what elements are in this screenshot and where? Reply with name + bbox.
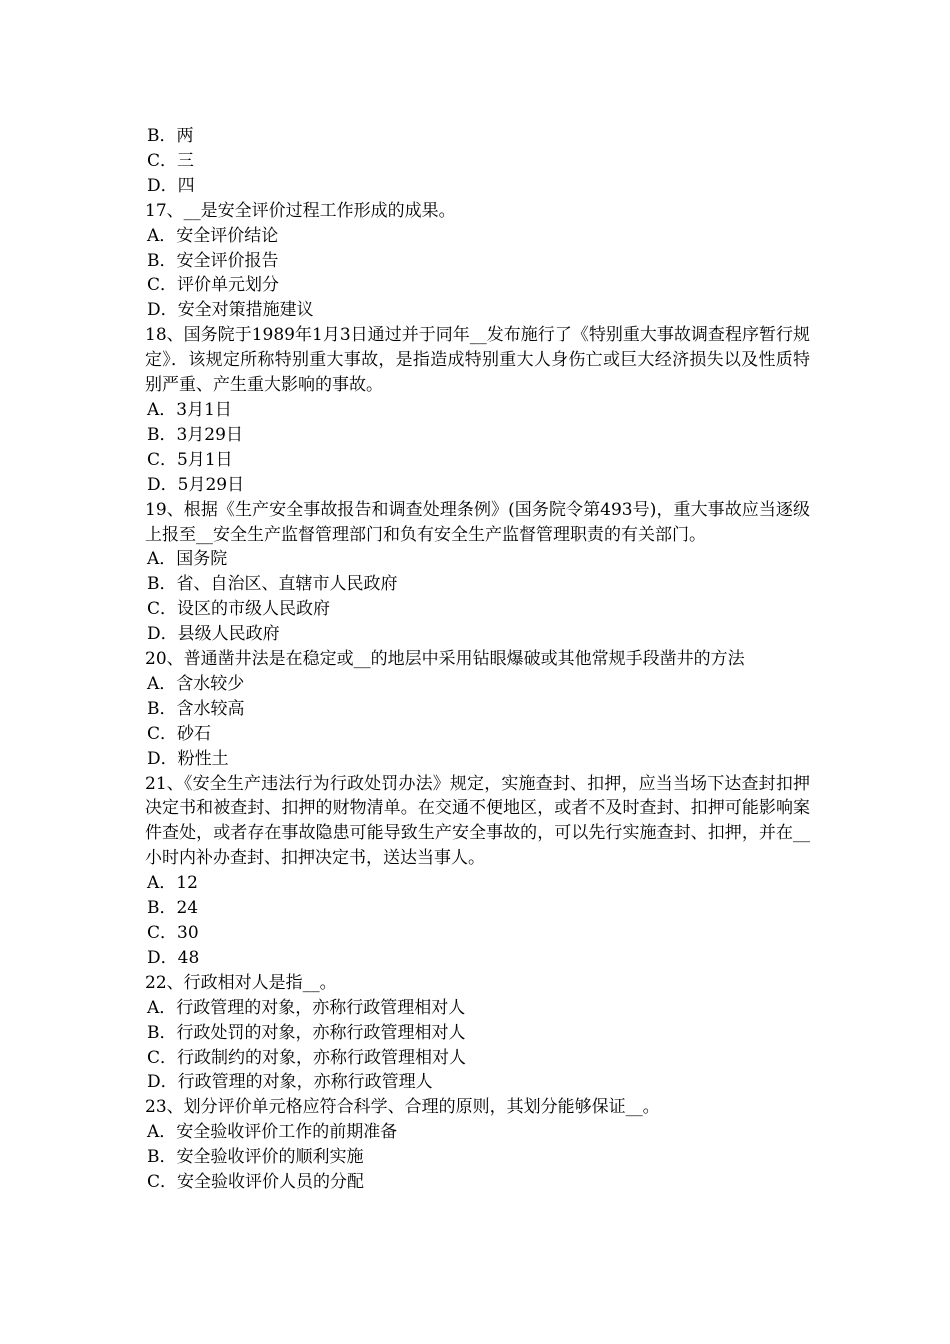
question-17 <box>145 199 810 324</box>
option-line: B．行政处罚的对象，亦称行政管理相对人 <box>147 1022 466 1043</box>
question-23 <box>145 1095 810 1195</box>
option-line: B．3月29日 <box>147 424 243 445</box>
option-line: D．行政管理的对象，亦称行政管理人 <box>147 1072 433 1093</box>
option-line: D．48 <box>147 947 200 968</box>
question-20 <box>145 647 810 772</box>
option-line: B．省、自治区、直辖市人民政府 <box>147 574 398 595</box>
question-21 <box>145 772 810 971</box>
question-text: 19、根据《生产安全事故报告和调查处理条例》(国务院令第493号)，重大事故应当逐级上报至__安全生产监督管理部门和负有安全生产监督管理职责的有关部门。 <box>145 499 810 545</box>
question-text: 22、行政相对人是指__。 <box>145 972 337 993</box>
question-text: 21、《安全生产违法行为行政处罚办法》规定，实施查封、扣押，应当当场下达查封扣押决定书和被查封、扣押的财物清单。在交通不便地区，或者不及时查封、扣押可能影响案件查处，或者存在事故隐患可能导致生产安全事故的，可以先行实施查封、扣押，并在__小时内补办查封、扣押决定书，送达当事人。 <box>145 773 810 869</box>
option-line: C．三 <box>147 150 195 171</box>
question-22 <box>145 971 810 1096</box>
option-line: C．5月1日 <box>147 449 233 470</box>
document-body <box>145 124 810 1195</box>
option-line: D．粉性土 <box>147 748 229 769</box>
option-line: D．县级人民政府 <box>147 624 280 645</box>
option-line: A．国务院 <box>147 549 228 570</box>
option-line: A．安全评价结论 <box>147 225 279 246</box>
question-text: 17、__是安全评价过程工作形成的成果。 <box>145 200 456 221</box>
option-line: D．5月29日 <box>147 474 245 495</box>
question-text: 20、普通凿井法是在稳定或__的地层中采用钻眼爆破或其他常规手段凿井的方法 <box>145 649 745 670</box>
option-line: B．24 <box>147 898 199 919</box>
option-line: C．行政制约的对象，亦称行政管理相对人 <box>147 1047 467 1068</box>
question-18 <box>145 323 810 497</box>
option-line: A．行政管理的对象，亦称行政管理相对人 <box>147 997 466 1018</box>
option-line: D．安全对策措施建议 <box>147 300 314 321</box>
option-line: A．3月1日 <box>147 399 232 420</box>
option-line: C．设区的市级人民政府 <box>147 599 331 620</box>
option-line: A．安全验收评价工作的前期准备 <box>147 1122 398 1143</box>
option-line: A．12 <box>147 873 198 894</box>
option-line: C．安全验收评价人员的分配 <box>147 1172 365 1193</box>
question-19 <box>145 498 810 647</box>
option-line: C．30 <box>147 923 199 943</box>
question-text: 18、国务院于1989年1月3日通过并于同年__发布施行了《特别重大事故调查程序暂行规定》．该规定所称特别重大事故，是指造成特别重大人身伤亡或巨大经济损失以及性质特别严重、产生重大影响的事故。 <box>145 325 810 396</box>
option-line: C．砂石 <box>147 723 212 744</box>
option-line: B．含水较高 <box>147 698 245 719</box>
option-line: B．两 <box>147 126 194 146</box>
question-text: 23、划分评价单元格应符合科学、合理的原则，其划分能够保证__。 <box>145 1097 660 1118</box>
option-line: D．四 <box>147 175 195 196</box>
option-line: B．安全验收评价的顺利实施 <box>147 1147 364 1168</box>
option-line: B．安全评价报告 <box>147 250 279 271</box>
option-line: C．评价单元划分 <box>147 275 280 296</box>
option-line: A．含水较少 <box>147 673 245 694</box>
